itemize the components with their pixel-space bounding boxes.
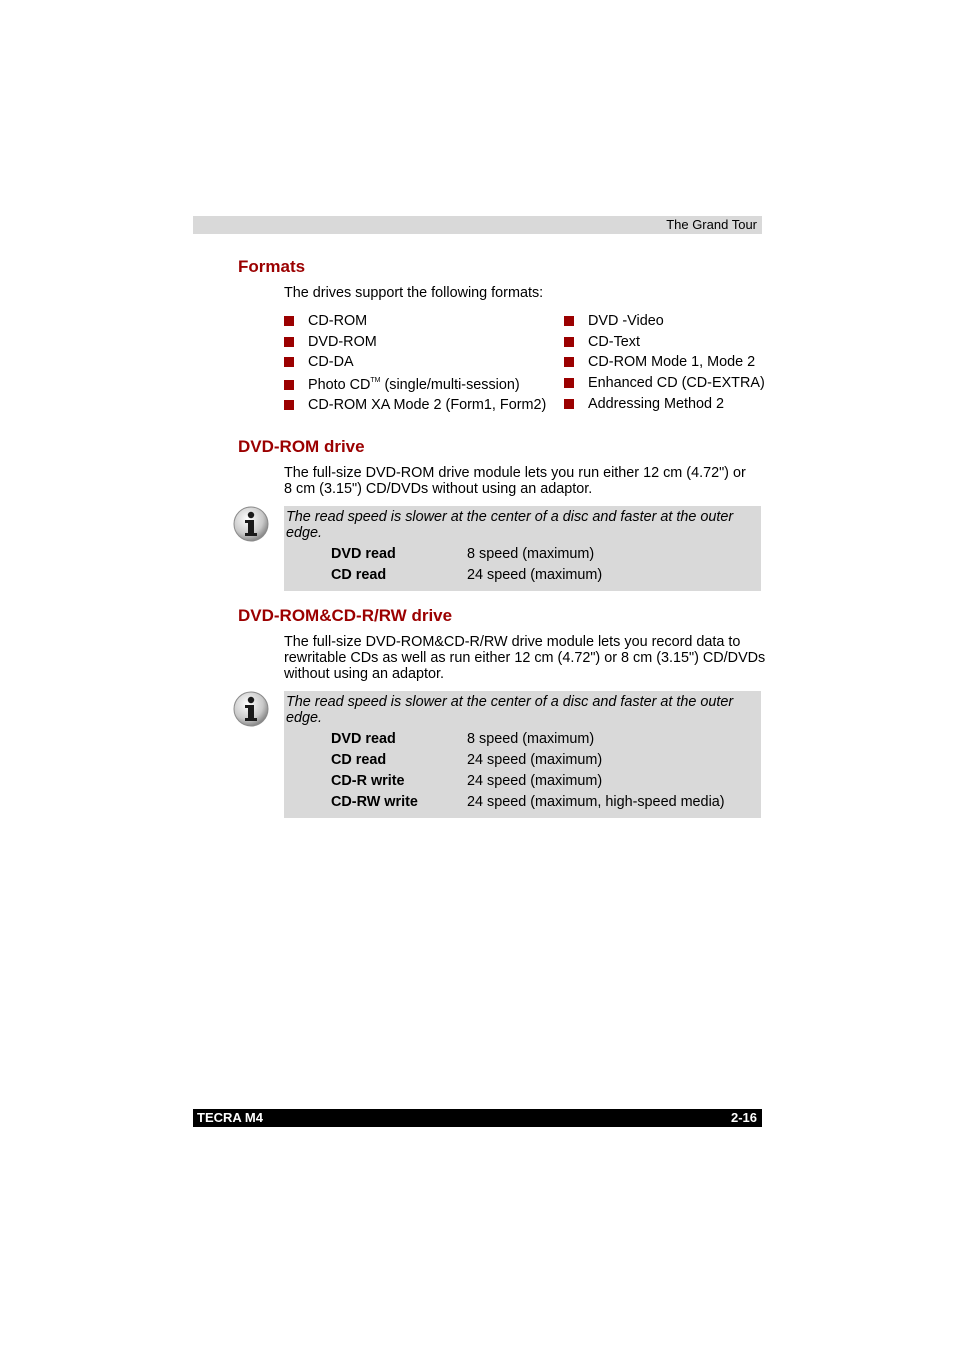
spec-value: 24 speed (maximum) bbox=[467, 752, 603, 768]
dvdrom-note-text: The read speed is slower at the center of a disc and faster at the outer edge. bbox=[286, 509, 734, 541]
formats-list-left: CD-ROM DVD-ROM CD-DA Photo CD™ (single/multi-session) CD-ROM XA Mode 2 (Form1, Form2) bbox=[284, 313, 554, 418]
spec-label: CD read bbox=[331, 752, 387, 768]
bullet-square-icon bbox=[564, 337, 574, 347]
bullet-square-icon bbox=[284, 400, 294, 410]
bullet-square-icon bbox=[564, 357, 574, 367]
spec-value: 24 speed (maximum) bbox=[467, 567, 603, 583]
dvdrom-cdrw-para-line1: The full-size DVD-ROM&CD-R/RW drive module lets you record data to bbox=[284, 634, 741, 650]
bullet-square-icon bbox=[284, 337, 294, 347]
spec-value: 8 speed (maximum) bbox=[467, 731, 595, 747]
dvdrom-cdrw-para-line3: without using an adaptor. bbox=[284, 666, 445, 682]
photo-cd-suffix: (single/multi-session) bbox=[380, 377, 520, 393]
spec-value: 24 speed (maximum, high-speed media) bbox=[467, 794, 725, 810]
page-footer bbox=[193, 1109, 762, 1127]
spec-row bbox=[284, 546, 761, 564]
spec-value: 24 speed (maximum) bbox=[467, 773, 603, 789]
page-header bbox=[193, 216, 762, 234]
trademark-mark: TM bbox=[370, 377, 381, 384]
info-icon bbox=[233, 506, 269, 542]
spec-row bbox=[284, 752, 761, 770]
footer-product-name: TECRA M4 bbox=[197, 1110, 263, 1125]
spec-label: CD-RW write bbox=[331, 794, 418, 810]
spec-row bbox=[284, 773, 761, 791]
dvdrom-cdrw-note-text: The read speed is slower at the center of a disc and faster at the outer edge. bbox=[286, 694, 734, 726]
formats-list-right: DVD -Video CD-Text CD-ROM Mode 1, Mode 2 Enhanced CD (CD-EXTRA) Addressing Method 2 bbox=[564, 313, 764, 418]
dvdrom-cdrw-heading: DVD-ROM&CD-R/RW drive bbox=[238, 606, 453, 625]
photo-cd-label: Photo CD bbox=[308, 377, 371, 393]
bullet-square-icon bbox=[284, 316, 294, 326]
dvdrom-cdrw-para-line2: rewritable CDs as well as run either 12 cm (4.72") or 8 cm (3.15") CD/DVDs bbox=[284, 650, 766, 666]
formats-heading: Formats bbox=[238, 257, 306, 276]
spec-value: 8 speed (maximum) bbox=[467, 546, 595, 562]
spec-row bbox=[284, 794, 761, 812]
formats-intro: The drives support the following formats: bbox=[284, 285, 544, 301]
header-title: The Grand Tour bbox=[666, 217, 757, 232]
spec-label: CD-R write bbox=[331, 773, 405, 789]
dvdrom-para-line1: The full-size DVD-ROM drive module lets you run either 12 cm (4.72") or bbox=[284, 465, 746, 481]
bullet-square-icon bbox=[284, 380, 294, 390]
spec-label: DVD read bbox=[331, 546, 396, 562]
info-icon bbox=[233, 691, 269, 727]
footer-page-number: 2-16 bbox=[730, 1110, 757, 1125]
bullet-square-icon bbox=[564, 316, 574, 326]
dvdrom-heading: DVD-ROM drive bbox=[238, 437, 365, 456]
dvdrom-para-line2: 8 cm (3.15") CD/DVDs without using an adaptor. bbox=[284, 481, 593, 497]
spec-label: DVD read bbox=[331, 731, 396, 747]
bullet-square-icon bbox=[564, 378, 574, 388]
dvdrom-note-box bbox=[284, 506, 761, 591]
dvdrom-cdrw-note-box bbox=[284, 691, 761, 818]
bullet-square-icon bbox=[284, 357, 294, 367]
bullet-square-icon bbox=[564, 399, 574, 409]
spec-row bbox=[284, 567, 761, 585]
spec-row bbox=[284, 731, 761, 749]
spec-label: CD read bbox=[331, 567, 387, 583]
